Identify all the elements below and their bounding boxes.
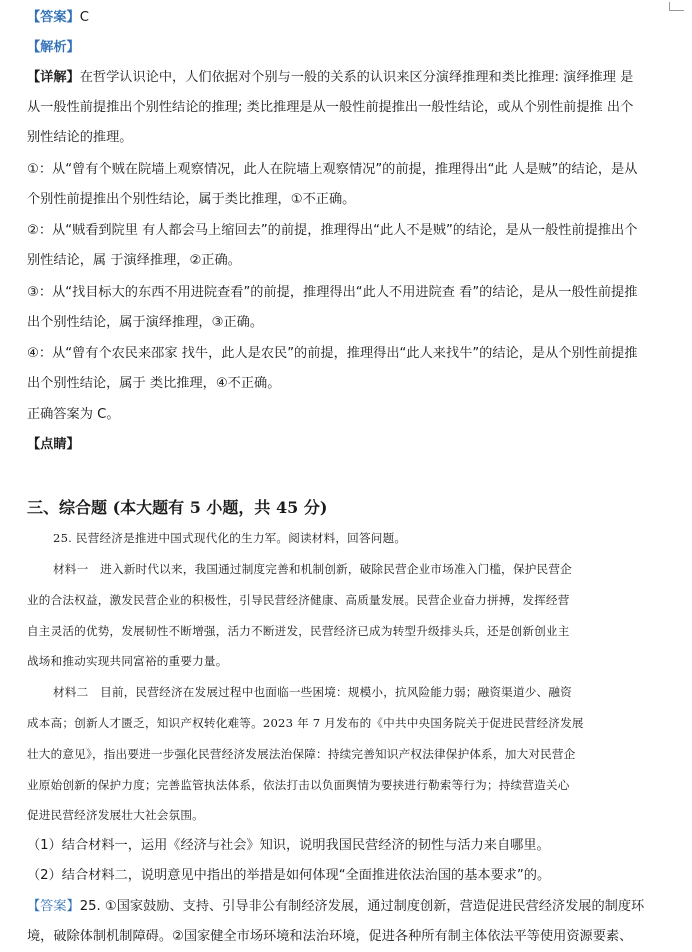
page-corner-mark [669,2,684,11]
answer-value: C [79,10,89,25]
answer2-line-2: 境，破除体制机制障碍。②国家健全市场环境和法治环境，促进各种所有制主体依法平等使用资源要素、 [27,929,633,944]
material1-line-4: 战场和推动实现共同富裕的重要力量。 [27,654,228,668]
analysis-line [27,38,666,58]
point-tag: 【点睛】 [27,437,80,452]
answer-tag: 【答案】 [27,10,80,25]
sub-question-1: （1）结合材料一，运用《经济与社会》知识，说明我国民营经济的韧性与活力来自哪里。 [27,838,550,853]
detail-text-1: 在哲学认识论中，人们依据对个别与一般的关系的认识来区分演绎推理和类比推理: 演绎推理 是 [79,70,634,85]
detail-line-2: 从一般性前提推出个别性结论的推理; 类比推理是从一般性前提推出一般性结论，或从个别性前提推 出个 [27,100,634,115]
answer2-line-1 [27,897,666,917]
section-heading: 三、综合题 (本大题有 5 小题，共 45 分) [27,498,328,517]
material1-line-1: 材料一 进入新时代以来，我国通过制度完善和机制创新，破除民营企业市场准入门槛，保护民营企 [53,562,572,576]
material2-line-5: 促进民营经济发展壮大社会氛围。 [27,808,204,822]
item-line-3: ②：从“贼看到院里 有人都会马上缩回去”的前提，推理得出“此人不是贼”的结论，是从一般性前提推出个 [27,223,638,238]
material1-line-2: 业的合法权益，激发民营企业的积极性，引导民营经济健康、高质量发展。民营企业奋力拼搏，发挥经营 [27,593,570,607]
detail-line-1 [27,68,666,88]
point-line [27,435,666,455]
answer-line [27,8,666,28]
item-line-7: ④：从“曾有个农民来邵家 找牛，此人是农民”的前提，推理得出“此人来找牛”的结论，是从个别性前提推 [27,346,638,361]
material2-line-3: 壮大的意见》，指出要进一步强化民营经济发展法治保障：持续完善知识产权法律保护体系，加大对民营企 [27,747,576,761]
question-stem: 25. 民营经济是推进中国式现代化的生力军。阅读材料，回答问题。 [53,531,407,545]
item-line-5: ③：从“找目标大的东西不用进院查看”的前提，推理得出“此人不用进院查 看”的结论，是从一般性前提推 [27,285,638,300]
answer2-tag: 【答案】 [27,899,80,914]
item-line-8: 出个别性结论，属于 类比推理，④不正确。 [27,376,281,391]
item-line-6: 出个别性结论，属于演绎推理，③正确。 [27,315,264,330]
item-line-2: 个别性前提推出个别性结论，属于类比推理，①不正确。 [27,192,356,207]
sub-question-2: （2）结合材料二，说明意见中指出的举措是如何体现“全面推进依法治国的基本要求”的。 [27,868,551,883]
item-line-4: 别性结论，属 于演绎推理，②正确。 [27,253,241,268]
answer2-text-1: 25. ①国家鼓励、支持、引导非公有制经济发展，通过制度创新，营造促进民营经济发展的制度环 [79,899,645,914]
material2-line-2: 成本高；创新人才匮乏，知识产权转化难等。2023 年 7 月发布的《中共中央国务院关于促进民营经济发展 [27,716,584,730]
final-answer-line: 正确答案为 C。 [27,407,120,422]
material2-line-1: 材料二 目前，民营经济在发展过程中也面临一些困境：规模小，抗风险能力弱；融资渠道少、融资 [53,685,572,699]
analysis-tag: 【解析】 [27,40,80,55]
detail-tag: 【详解】 [27,70,80,85]
material1-line-3: 自主灵活的优势，发展韧性不断增强，活力不断迸发，民营经济已成为转型升级排头兵，还是创新创业主 [27,624,570,638]
material2-line-4: 业原始创新的保护力度；完善监管执法体系，依法打击以负面舆情为要挟进行勒索等行为；持续营造关心 [27,778,570,792]
detail-line-3: 别性结论的推理。 [27,130,133,145]
item-line-1: ①：从“曾有个贼在院墙上观察情况，此人在院墙上观察情况”的前提，推理得出“此 人是贼”的结论，是从 [27,162,638,177]
